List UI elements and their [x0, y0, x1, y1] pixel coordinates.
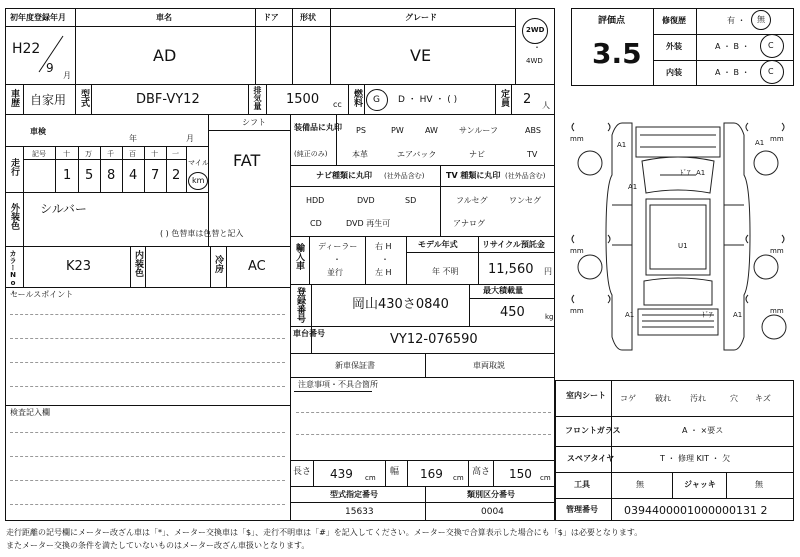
tv-fullseg: フルセグ — [456, 196, 488, 205]
class-no-label: 類別区分番号 — [467, 490, 515, 499]
damage-mark: ﾄﾞｱ — [680, 169, 691, 177]
diagram-mm: mm — [570, 307, 584, 315]
inspection-month-unit: 月 — [186, 134, 194, 143]
equip-pw: PW — [391, 126, 404, 135]
manual-label: 車両取説 — [473, 361, 505, 370]
interior-label: 内装 — [666, 68, 682, 77]
first-reg-label: 初年度登録年月 — [10, 13, 66, 22]
recycle-value: 11,560 — [488, 262, 534, 277]
mgmt-value: 0394400001000000131 2 — [624, 504, 768, 517]
damage-mark: A1 — [733, 311, 743, 319]
equip-aw: AW — [425, 126, 438, 135]
interior-color-label: 内装色 — [133, 250, 143, 277]
equip-leather: 本革 — [352, 150, 368, 159]
equip-tv: TV — [527, 150, 538, 159]
equip-airbag: エアバック — [397, 150, 437, 159]
equip-navi: ナビ — [469, 150, 485, 159]
tools-value: 無 — [636, 480, 644, 489]
shift: FAT — [233, 151, 261, 170]
interior-options: A ・ B ・ — [715, 68, 750, 77]
height-unit: cm — [540, 474, 551, 482]
import-dot-2: ・ — [381, 255, 389, 264]
diagram-mm: mm — [770, 307, 784, 315]
mileage-header: 千 — [107, 150, 114, 158]
drive-2wd: 2WD — [526, 26, 545, 34]
plate-label: 登録番号 — [295, 287, 305, 323]
displacement-label: 排気量 — [253, 86, 262, 110]
exterior-selected: C — [768, 41, 774, 50]
ac: AC — [248, 259, 266, 274]
equipment-sub: (純正のみ) — [294, 150, 328, 158]
mileage-digit: 1 — [63, 168, 72, 183]
color-no: K23 — [66, 259, 92, 274]
grade-label: グレード — [405, 13, 437, 22]
diagram-mm: mm — [770, 247, 784, 255]
equip-sunroof: サンルーフ — [459, 126, 498, 135]
import-label: 輸入車 — [294, 243, 304, 270]
drive-dot: ・ — [533, 43, 541, 52]
mileage-digit: 4 — [129, 168, 138, 183]
usage: 自家用 — [30, 93, 67, 107]
interior-selected: C — [768, 67, 774, 76]
model: DBF-VY12 — [136, 92, 200, 107]
width-unit: cm — [453, 474, 464, 482]
mileage-header: 十 — [63, 150, 70, 158]
mileage-digit: 8 — [107, 168, 116, 183]
model-year-value: 年 不明 — [432, 267, 459, 276]
car-name: AD — [153, 46, 177, 65]
navi-hdd: HDD — [306, 196, 325, 205]
damage-mark: A1 — [755, 139, 765, 147]
color: シルバー — [40, 202, 87, 216]
length: 439 — [330, 467, 353, 481]
import-right-h: 右 H — [375, 242, 392, 251]
usage-label: 車歴 — [9, 89, 19, 107]
equip-abs: ABS — [525, 126, 541, 135]
mileage-header: 百 — [129, 150, 136, 158]
diagram-mm: mm — [570, 247, 584, 255]
person-unit: 人 — [542, 101, 550, 110]
mileage-header: 十 — [151, 150, 158, 158]
damage-mark: A1 — [625, 311, 635, 319]
type-no: 15633 — [345, 507, 374, 517]
score-label: 評価点 — [598, 16, 626, 26]
tools-label: 工具 — [574, 480, 590, 489]
color-change-note: ( ) 色替車は色替と記入 — [160, 229, 244, 238]
diagram-mm: mm — [570, 135, 584, 143]
inspector-label: 検査記入欄 — [10, 408, 50, 417]
inspection-year-unit: 年 — [129, 134, 137, 143]
cc-unit: cc — [333, 100, 342, 109]
mile-label: マイル — [188, 159, 209, 167]
width: 169 — [420, 467, 443, 481]
max-load: 450 — [500, 305, 525, 320]
footer-note-2: またメーター交換の条件を満たしていないものはメーター改ざん車扱いとなります。 — [6, 541, 310, 550]
shape-label: 形状 — [300, 13, 316, 22]
length-unit: cm — [365, 474, 376, 482]
inspection-label: 車検 — [30, 127, 46, 136]
plate: 岡山430さ0840 — [352, 297, 449, 312]
windshield-label: フロントガラス — [565, 426, 621, 435]
shift-label: シフト — [242, 118, 266, 127]
max-load-label: 最大積載量 — [483, 286, 523, 295]
drive-4wd: 4WD — [526, 57, 543, 65]
displacement: 1500 — [286, 92, 320, 107]
mileage-digit: 2 — [172, 168, 181, 183]
tv-analog: アナログ — [453, 219, 485, 228]
ac-label: 冷房 — [213, 255, 223, 273]
repair-options: 有 ・ — [727, 16, 746, 25]
recycle-label: リサイクル預託金 — [482, 240, 545, 249]
repair-selected: 無 — [757, 15, 765, 24]
fuel-options: D ・ HV ・ ( ) — [398, 95, 458, 105]
damage-mark: A1 — [617, 141, 627, 149]
footer-note-1: 走行距離の記号欄にメーター改ざん車は「*」、メーター交換車は「$」、走行不明車は「#」を記入してください。メーター交換で合算表示した場合にも「$」は必要となります。 — [6, 528, 643, 537]
car-damage-diagram — [560, 95, 796, 375]
model-year-label: モデル年式 — [418, 240, 458, 249]
sales-point-label: セールスポイント — [10, 290, 74, 299]
month-unit: 月 — [63, 71, 71, 80]
color-no-label: カラーNo. — [9, 250, 17, 295]
exterior-label: 外装 — [666, 42, 682, 51]
mgmt-label: 管理番号 — [566, 505, 598, 514]
seat-opt-dirt: 汚れ — [690, 394, 706, 403]
mileage-digit: 5 — [85, 168, 94, 183]
grade: VE — [410, 46, 432, 65]
seat-opt-tear: 破れ — [655, 394, 671, 403]
navi-dvd: DVD — [357, 196, 375, 205]
notes-label: 注意事項・不具合箇所 — [298, 380, 378, 389]
navi-sd: SD — [405, 196, 417, 205]
chassis: VY12-076590 — [390, 332, 478, 347]
navi-cd: CD — [310, 219, 322, 228]
color-label: 外装色 — [9, 203, 19, 230]
score: 3.5 — [592, 37, 642, 70]
mileage-digit: 7 — [151, 168, 160, 183]
windshield-options: A ・ ×要ス — [682, 426, 724, 435]
km-label: km — [192, 176, 205, 185]
interior-seat-label: 室内シート — [566, 391, 606, 400]
chassis-label: 車台番号 — [293, 329, 325, 338]
spare-tire-options: T ・ 修理 KIT ・ 欠 — [660, 454, 731, 463]
equipment-label: 装備品に丸印 — [294, 123, 342, 132]
damage-mark: A1 — [696, 169, 706, 177]
car-name-label: 車名 — [156, 13, 172, 22]
seat-opt-scratch: キズ — [755, 394, 771, 403]
width-label: 幅 — [390, 467, 400, 477]
import-left-h: 左 H — [375, 268, 392, 277]
length-label: 長さ — [293, 467, 312, 477]
diagram-mm: mm — [770, 135, 784, 143]
mileage-header: 一 — [172, 150, 179, 158]
damage-mark: U1 — [678, 242, 688, 250]
damage-mark: A1 — [628, 183, 638, 191]
height-label: 高さ — [472, 467, 491, 477]
fuel-g: G — [373, 95, 380, 105]
first-reg-month: 9 — [46, 61, 54, 75]
seat-opt-burn: コゲ — [620, 394, 636, 403]
capacity: 2 — [523, 92, 532, 107]
warranty-label: 新車保証書 — [335, 361, 375, 370]
kg-unit: kg — [545, 313, 554, 321]
damage-mark: ﾄﾞｱ — [702, 311, 713, 319]
door-label: ドア — [263, 13, 279, 22]
tv-type-sub: (社外品含む) — [505, 172, 546, 180]
jack-label: ジャッキ — [684, 480, 716, 489]
type-no-label: 型式指定番号 — [330, 490, 378, 499]
capacity-label: 定員 — [499, 89, 509, 107]
import-parallel: 並行 — [327, 268, 343, 277]
tv-oneseg: ワンセグ — [509, 196, 541, 205]
mileage-header: 万 — [85, 150, 92, 158]
first-reg-year: H22 — [12, 41, 41, 57]
yen-unit: 円 — [544, 267, 552, 276]
seat-opt-hole: 穴 — [730, 394, 738, 403]
mileage-label: 走行 — [9, 158, 19, 176]
jack-value: 無 — [755, 480, 763, 489]
navi-type-label: ナビ種類に丸印 — [316, 171, 372, 180]
mileage-header: 記号 — [32, 150, 46, 158]
model-label: 型式 — [79, 89, 89, 107]
fuel-label: 燃料 — [352, 89, 362, 107]
navi-type-sub: (社外品含む) — [384, 172, 425, 180]
class-no: 0004 — [481, 507, 504, 517]
repair-label: 修復歴 — [662, 16, 686, 25]
spare-tire-label: スペアタイヤ — [567, 454, 615, 463]
import-dealer: ディーラー — [318, 242, 358, 251]
tv-type-label: TV 種類に丸印 — [446, 171, 501, 180]
exterior-options: A ・ B ・ — [715, 42, 750, 51]
height: 150 — [509, 467, 532, 481]
import-dot: ・ — [333, 255, 341, 264]
equip-ps: PS — [356, 126, 366, 135]
navi-dvd-play: DVD 再生可 — [346, 219, 391, 228]
